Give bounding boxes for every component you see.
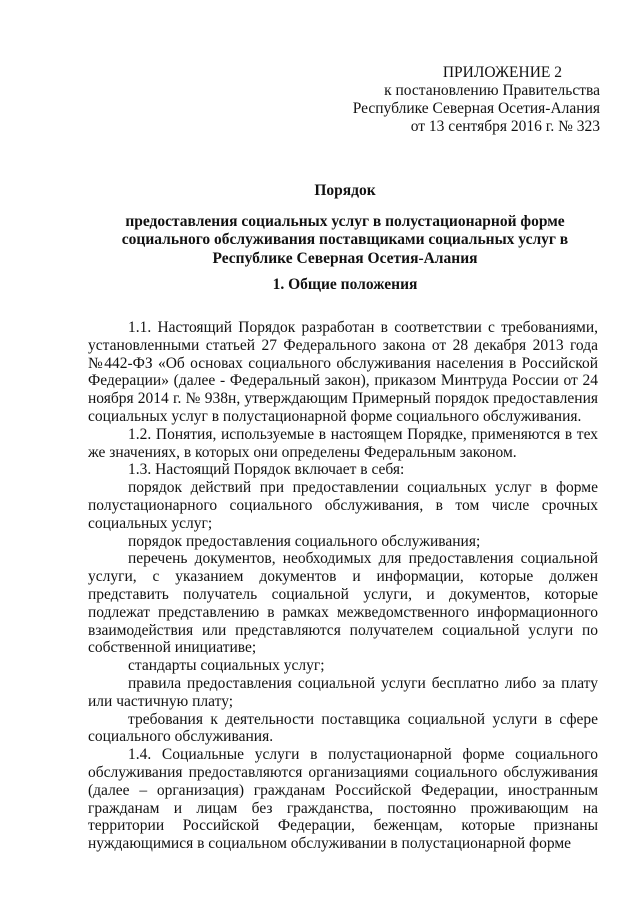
paragraph: 1.1. Настоящий Порядок разработан в соответствии с требованиями, установленными статьей 27 Федерального закона от 28 декабря 2013 года №442-ФЗ «Об основах социального обслуживания населения в Российской Федерации» (далее - Федеральный закон), приказом Минтруда России от 24 ноября 2014 г. № 938н, утверждающим Примерный порядок предоставления социальных услуг в полустационарной форме социального обслуживания. — [88, 319, 598, 425]
appendix-header — [353, 64, 600, 136]
title-line: предоставления социальных услуг в полустационарной форме — [125, 212, 565, 230]
title-line: социального обслуживания поставщиками социальных услуг в — [121, 231, 569, 248]
appendix-number: ПРИЛОЖЕНИЕ 2 — [442, 64, 562, 81]
paragraph: требования к деятельности поставщика социальной услуги в сфере социального обслуживания. — [88, 710, 598, 746]
paragraph: перечень документов, необходимых для предоставления социальной услуги, с указанием документов и информации, которые должен представить получатель социальной услуги, и документов, которые подлежат представлению в рамках межведомственного информационного взаимодействия или представляются получателем социальной услуги по собственной инициативе; — [88, 550, 598, 657]
paragraph: 1.2. Понятия, используемые в настоящем Порядке, применяются в тех же значениях, в которых они определены Федеральным законом. — [88, 425, 598, 461]
appendix-reference-line: к постановлению Правительства — [384, 82, 600, 99]
title-main: Порядок — [314, 182, 376, 199]
section-heading: 1. Общие положения — [272, 276, 418, 293]
paragraph: правила предоставления социальной услуги бесплатно либо за плату или частичную плату; — [88, 674, 598, 710]
paragraph: порядок действий при предоставлении социальных услуг в форме полустационарного социального обслуживания, в том числе срочных социальных услуг; — [88, 479, 598, 532]
paragraph: стандарты социальных услуг; — [128, 657, 325, 675]
title-line: Республике Северная Осетия-Алания — [212, 249, 478, 267]
appendix-region-line: Республике Северная Осетия-Алания — [352, 100, 600, 117]
document-body — [88, 319, 598, 853]
paragraph: 1.3. Настоящий Порядок включает в себя: — [128, 461, 405, 479]
appendix-date-line: от 13 сентября 2016 г. № 323 — [410, 118, 600, 135]
paragraph: порядок предоставления социального обслуживания; — [128, 532, 481, 550]
document-title — [96, 182, 594, 268]
paragraph: 1.4. Социальные услуги в полустационарной форме социального обслуживания предоставляются организациями социального обслуживания (далее – организация) гражданам Российской Федерации, иностранным гражданам и лицам без гражданства, постоянно проживающим на территории Российской Федерации, беженцам, которые признаны нуждающимися в социальном обслуживании в полустационарной форме — [88, 746, 598, 853]
